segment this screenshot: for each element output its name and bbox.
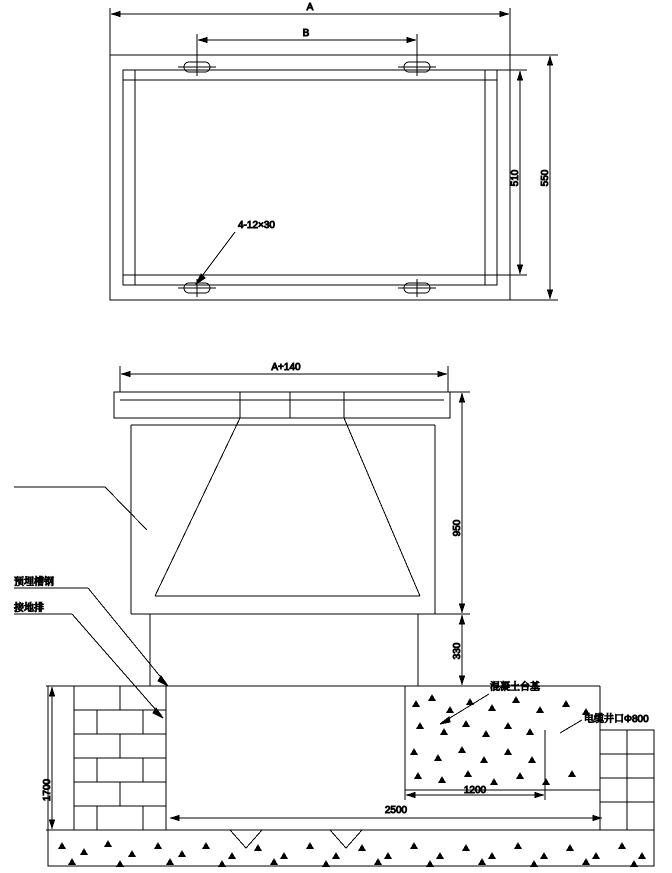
slot-callout-leader bbox=[196, 232, 235, 284]
dimension-A-label: A bbox=[306, 2, 314, 13]
plan-outer-plate bbox=[110, 55, 510, 300]
brick-pier-right bbox=[600, 730, 654, 830]
mounting-slot-top-right bbox=[398, 58, 436, 76]
dimension-A140-label: A+140 bbox=[271, 362, 301, 373]
cable-well-leader bbox=[560, 720, 582, 733]
dimension-950-label: 950 bbox=[452, 519, 463, 537]
grounding-bar-leader bbox=[14, 614, 163, 718]
dimension-550-label: 550 bbox=[540, 169, 551, 187]
dimension-1200-label: 1200 bbox=[463, 785, 487, 796]
concrete-foundation-label: 混凝土台基 bbox=[490, 682, 540, 693]
dimension-330-label: 330 bbox=[452, 642, 463, 660]
mounting-slot-top-left bbox=[178, 58, 216, 76]
dimension-950 bbox=[440, 392, 470, 614]
ground-outline bbox=[48, 686, 654, 866]
hopper-leader bbox=[14, 487, 147, 530]
dimension-B-label: B bbox=[302, 28, 310, 39]
brick-pier-left bbox=[74, 686, 166, 830]
elevation-top-plate bbox=[114, 392, 450, 418]
embedded-channel-label: 预埋槽钢 bbox=[14, 577, 54, 588]
dimension-2500-label: 2500 bbox=[384, 805, 408, 816]
dimension-1700-label: 1700 bbox=[42, 778, 53, 802]
slot-callout-label: 4-12×30 bbox=[238, 220, 275, 231]
elevation-pedestal bbox=[150, 614, 418, 686]
plan-inner-frame bbox=[123, 70, 497, 285]
dimension-1700 bbox=[46, 686, 74, 830]
dimension-510-label: 510 bbox=[510, 169, 521, 187]
elevation-hopper bbox=[155, 418, 420, 596]
dimension-2500 bbox=[171, 816, 601, 821]
concrete-foundation-leader bbox=[440, 694, 489, 724]
dimension-A bbox=[110, 8, 510, 55]
mounting-slot-bottom-right bbox=[398, 279, 436, 297]
cable-well-label: 电缆井口Φ800 bbox=[584, 714, 649, 725]
trench-profile bbox=[166, 830, 600, 848]
grounding-bar-label: 接地排 bbox=[14, 603, 44, 614]
